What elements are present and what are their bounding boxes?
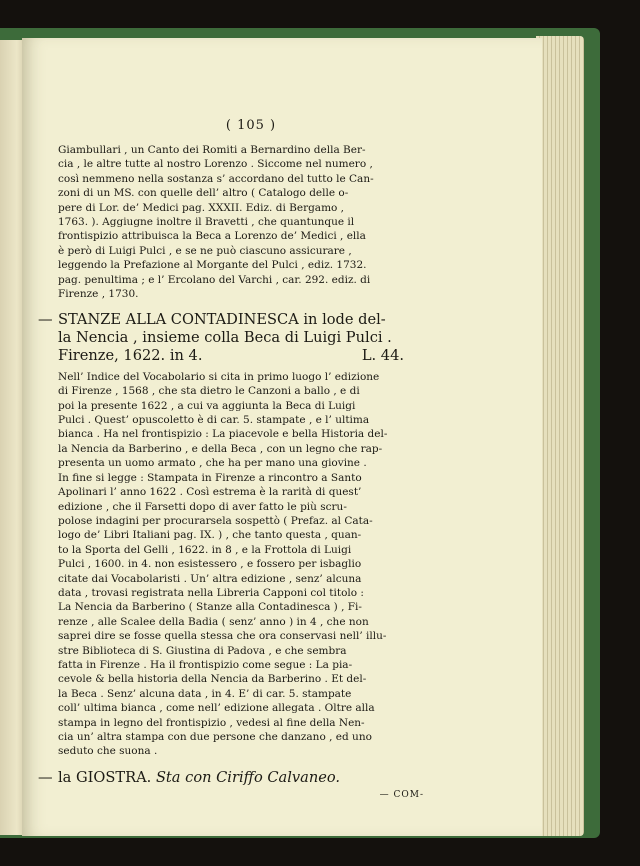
text-line: data , trovasi registrata nella Libreria Capponi col titolo :	[58, 586, 364, 599]
page-number: ( 105 )	[225, 118, 277, 133]
text-line: Firenze , 1730.	[58, 288, 139, 301]
text-line: Nell’ Indice del Vocabolario si cita in primo luogo l’ edizione	[58, 370, 380, 383]
intro-paragraph	[58, 143, 404, 301]
text-line: frontispizio attribuisca la Beca a Lorenzo de’ Medici , ella	[58, 230, 366, 243]
text-line: 1763. ). Aggiugne inoltre il Bravetti , che quantunque il	[58, 216, 355, 229]
text-line: leggendo la Prefazione al Morgante del Pulci , ediz. 1732.	[58, 259, 367, 272]
text-line: di Firenze , 1568 , che sta dietro le Canzoni a ballo , e di	[58, 385, 360, 398]
text-line: Pulci , 1600. in 4. non esistessero , e fossero per isbaglio	[58, 558, 362, 571]
text-line: è però di Luigi Pulci , e se ne può ciascuno assicurare ,	[58, 244, 352, 257]
text-line: edizione , che il Farsetti dopo di aver fatto le più scru-	[58, 500, 347, 513]
text-line: la Nencia da Barberino , e della Beca , con un legno che rap-	[58, 442, 383, 455]
entry-dash: —	[38, 768, 53, 786]
text-line: polose indagini per procurarsela sospettò ( Prefaz. al Cata-	[58, 514, 373, 527]
text-line: Giambullari , un Canto dei Romiti a Bernardino della Ber-	[58, 144, 366, 156]
text-line: saprei dire se fosse quella stessa che ora conservasi nell’ illu-	[58, 630, 387, 643]
text-line: renze , alle Scalee della Badia ( senz’ anno ) in 4 , che non	[58, 615, 369, 628]
entry-title-last: Firenze, 1622. in 4.	[58, 347, 203, 365]
title-line: STANZE ALLA CONTADINESCA in lode del-	[58, 311, 386, 329]
text-line: fatta in Firenze . Ha il frontispizio come segue : La pia-	[58, 658, 353, 671]
text-line: Apolinari l’ anno 1622 . Così estrema è la rarità di quest’	[58, 486, 362, 499]
text-line: stre Biblioteca di S. Giustina di Padova , e che sembra	[58, 644, 347, 657]
entry-dash: —	[38, 311, 53, 329]
entry-title-lines	[58, 311, 404, 347]
text-line: Pulci . Quest’ opuscoletto è di car. 5. stampate , e l’ ultima	[58, 414, 370, 427]
text-line: cevole & bella historia della Nencia da Barberino . Et del-	[58, 673, 367, 686]
entry-stanze-title	[38, 311, 404, 365]
text-line: La Nencia da Barberino ( Stanze alla Contadinesca ) , Fi-	[58, 601, 362, 614]
text-line: seduto che suona .	[58, 745, 158, 758]
entry-description	[58, 370, 404, 759]
catchword: — COM-	[379, 789, 424, 800]
text-line: citate dai Vocabolaristi . Un’ altra edizione , senz’ alcuna	[58, 572, 362, 585]
text-line: presenta un uomo armato , che ha per mano una giovine .	[58, 457, 367, 470]
text-line: bianca . Ha nel frontispizio : La piacevole e bella Historia del-	[58, 428, 388, 441]
text-line: to la Sporta del Gelli , 1622. in 8 , e la Frottola di Luigi	[58, 543, 352, 556]
text-line: logo de’ Libri Italiani pag. IX. ) , che tanto questa , quan-	[58, 529, 362, 542]
text-line: zoni di un MS. con quelle dell’ altro ( Catalogo delle o-	[58, 187, 349, 200]
entry-price: L. 44.	[361, 347, 404, 365]
text-line: pag. penultima ; e l’ Ercolano del Varchi , car. 292. ediz. di	[58, 273, 371, 286]
text-line: cia , le altre tutte al nostro Lorenzo . Siccome nel numero ,	[58, 158, 373, 171]
text-line: così nemmeno nella sostanza s’ accordano del tutto le Can-	[58, 172, 374, 185]
text-line: In fine si legge : Stampata in Firenze a rincontro a Santo	[58, 471, 362, 484]
text-line: poi la presente 1622 , a cui va aggiunta la Beca di Luigi	[58, 399, 356, 412]
text-line: la Beca . Senz’ alcuna data , in 4. E’ di car. 5. stampate	[58, 687, 352, 700]
text-line: cia un’ altra stampa con due persone che danzano , ed uno	[58, 731, 372, 744]
entry-giostra	[38, 768, 404, 786]
entry-giostra-subtitle: Sta con Ciriffo Calvaneo.	[155, 768, 341, 786]
title-line: la Nencia , insieme colla Beca di Luigi Pulci .	[58, 329, 392, 347]
page-edges	[536, 36, 584, 836]
text-line: pere di Lor. de’ Medici pag. XXXII. Ediz. di Bergamo ,	[58, 201, 345, 214]
page-content	[38, 118, 424, 800]
entry-giostra-title: la GIOSTRA.	[58, 768, 152, 786]
text-line: stampa in legno del frontispizio , vedesi al fine della Nen-	[58, 716, 365, 729]
text-line: coll’ ultima bianca , come nell’ edizione allegata . Oltre alla	[58, 702, 375, 715]
